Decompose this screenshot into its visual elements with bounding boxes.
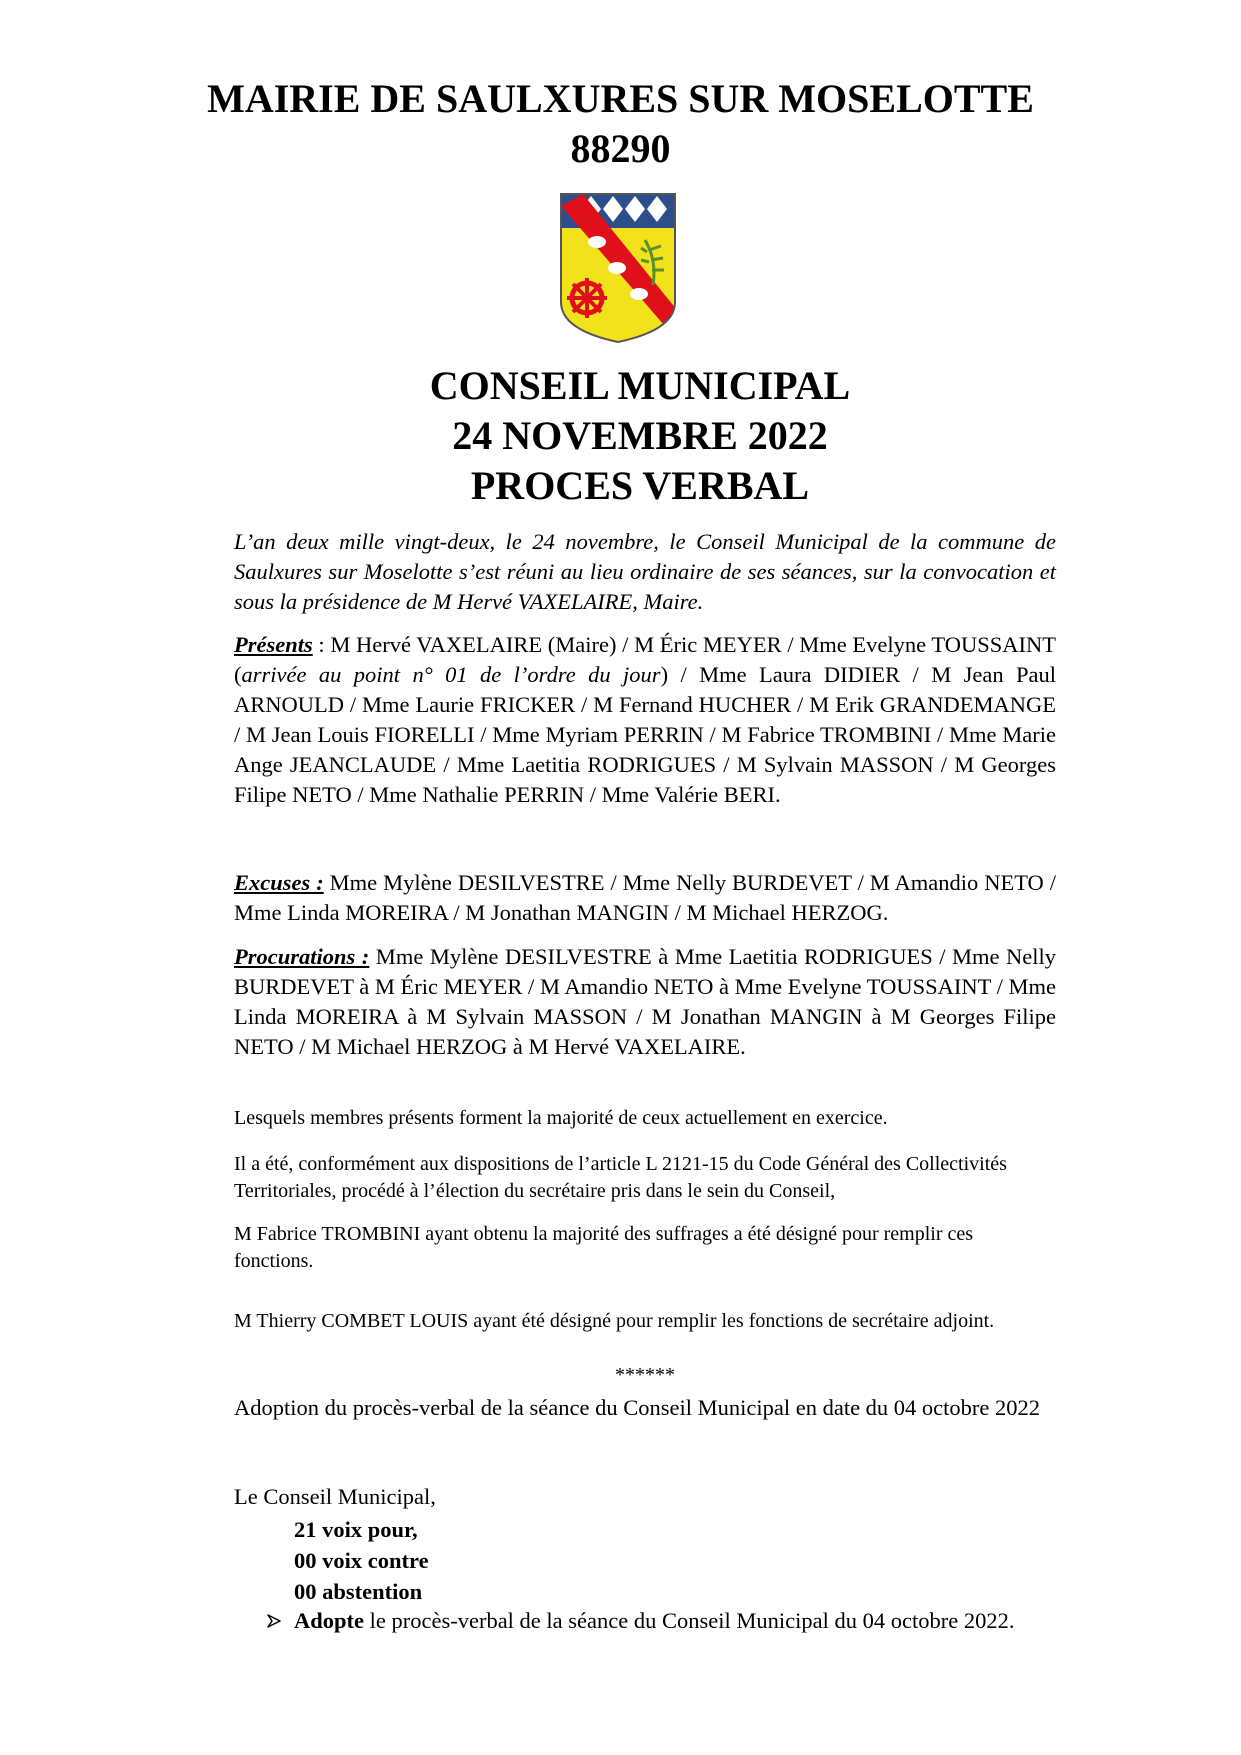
votes-block <box>294 1514 429 1607</box>
meeting-date: 24 NOVEMBRE 2022 <box>452 413 828 458</box>
decision-body: le procès-verbal de la séance du Conseil Municipal du 04 octobre 2022. <box>364 1608 1015 1633</box>
council-title: CONSEIL MUNICIPAL <box>429 363 851 408</box>
presents-paragraph <box>234 630 1056 810</box>
deputy-secretary-paragraph: M Thierry COMBET LOUIS ayant été désigné pour remplir les fonctions de secrétaire adjoint. <box>234 1310 995 1332</box>
separator-stars: ****** <box>615 1364 675 1386</box>
votes-against: 00 voix contre <box>294 1548 429 1573</box>
document-type: PROCES VERBAL <box>470 463 810 508</box>
presents-label: Présents <box>234 632 313 657</box>
presents-list-2: ) / Mme Laura DIDIER / M Jean Paul ARNOULD / Mme Laurie FRICKER / M Fernand HUCHER / M Erik GRANDEMANGE / M Jean Louis FIORELLI / Mme Myriam PERRIN / M Fabrice TROMBINI / Mme Marie Ange JEANCLAUDE / Mme Laetitia RODRIGUES / M Sylvain MASSON / M Georges Filipe NETO / Mme Nathalie PERRIN / Mme Valérie BERI. <box>234 662 1056 807</box>
decision-item <box>268 1606 1056 1636</box>
excuses-label: Excuses : <box>234 870 324 895</box>
council-label: Le Conseil Municipal, <box>234 1484 436 1509</box>
intro-paragraph: L’an deux mille vingt-deux, le 24 novembre, le Conseil Municipal de la commune de Saulxures sur Moselotte s’est réuni au lieu ordinaire de ses séances, sur la convocation et sous la présidence de M Hervé VAXELAIRE, Maire. <box>234 529 1056 614</box>
mill-wheel <box>567 278 607 318</box>
postal-code: 88290 <box>570 126 671 171</box>
mairie-title: MAIRIE DE SAULXURES SUR MOSELOTTE <box>207 76 1034 121</box>
article-paragraph: Il a été, conformément aux dispositions de l’article L 2121-15 du Code Général des Collectivités Territoriales, procédé à l’élection du secrétaire pris dans le sein du Conseil, <box>234 1153 1007 1202</box>
votes-for: 21 voix pour, <box>294 1517 418 1542</box>
decision-keyword: Adopte <box>294 1608 365 1633</box>
excuses-paragraph <box>234 868 1056 928</box>
adoption-heading: Adoption du procès-verbal de la séance du Conseil Municipal en date du 04 octobre 2022 <box>234 1395 1041 1420</box>
presents-separator: : <box>312 632 331 657</box>
procurations-label: Procurations : <box>234 944 370 969</box>
excuses-list: Mme Mylène DESILVESTRE / Mme Nelly BURDEVET / M Amandio NETO / Mme Linda MOREIRA / M Jonathan MANGIN / M Michael HERZOG. <box>234 870 1057 925</box>
arrow-bullet-icon <box>267 1614 281 1628</box>
coat-of-arms-icon <box>557 190 679 346</box>
presents-list-1: M Hervé VAXELAIRE (Maire) / M Éric MEYER / Mme Evelyne TOUSSAINT ( <box>234 632 1056 687</box>
majority-paragraph: Lesquels membres présents forment la majorité de ceux actuellement en exercice. <box>234 1107 888 1129</box>
votes-abstention: 00 abstention <box>294 1579 423 1604</box>
decision-text <box>294 1606 1056 1636</box>
presents-note: arrivée au point n° 01 de l’ordre du jour <box>241 662 661 687</box>
procurations-list: Mme Mylène DESILVESTRE à Mme Laetitia RODRIGUES / Mme Nelly BURDEVET à M Éric MEYER / M Amandio NETO à Mme Evelyne TOUSSAINT / Mme Linda MOREIRA à M Sylvain MASSON / M Jonathan MANGIN à M Georges Filipe NETO / M Michael HERZOG à M Hervé VAXELAIRE. <box>234 944 1056 1059</box>
procurations-paragraph <box>234 942 1056 1062</box>
secretary-paragraph: M Fabrice TROMBINI ayant obtenu la majorité des suffrages a été désigné pour remplir ces fonctions. <box>234 1223 974 1272</box>
